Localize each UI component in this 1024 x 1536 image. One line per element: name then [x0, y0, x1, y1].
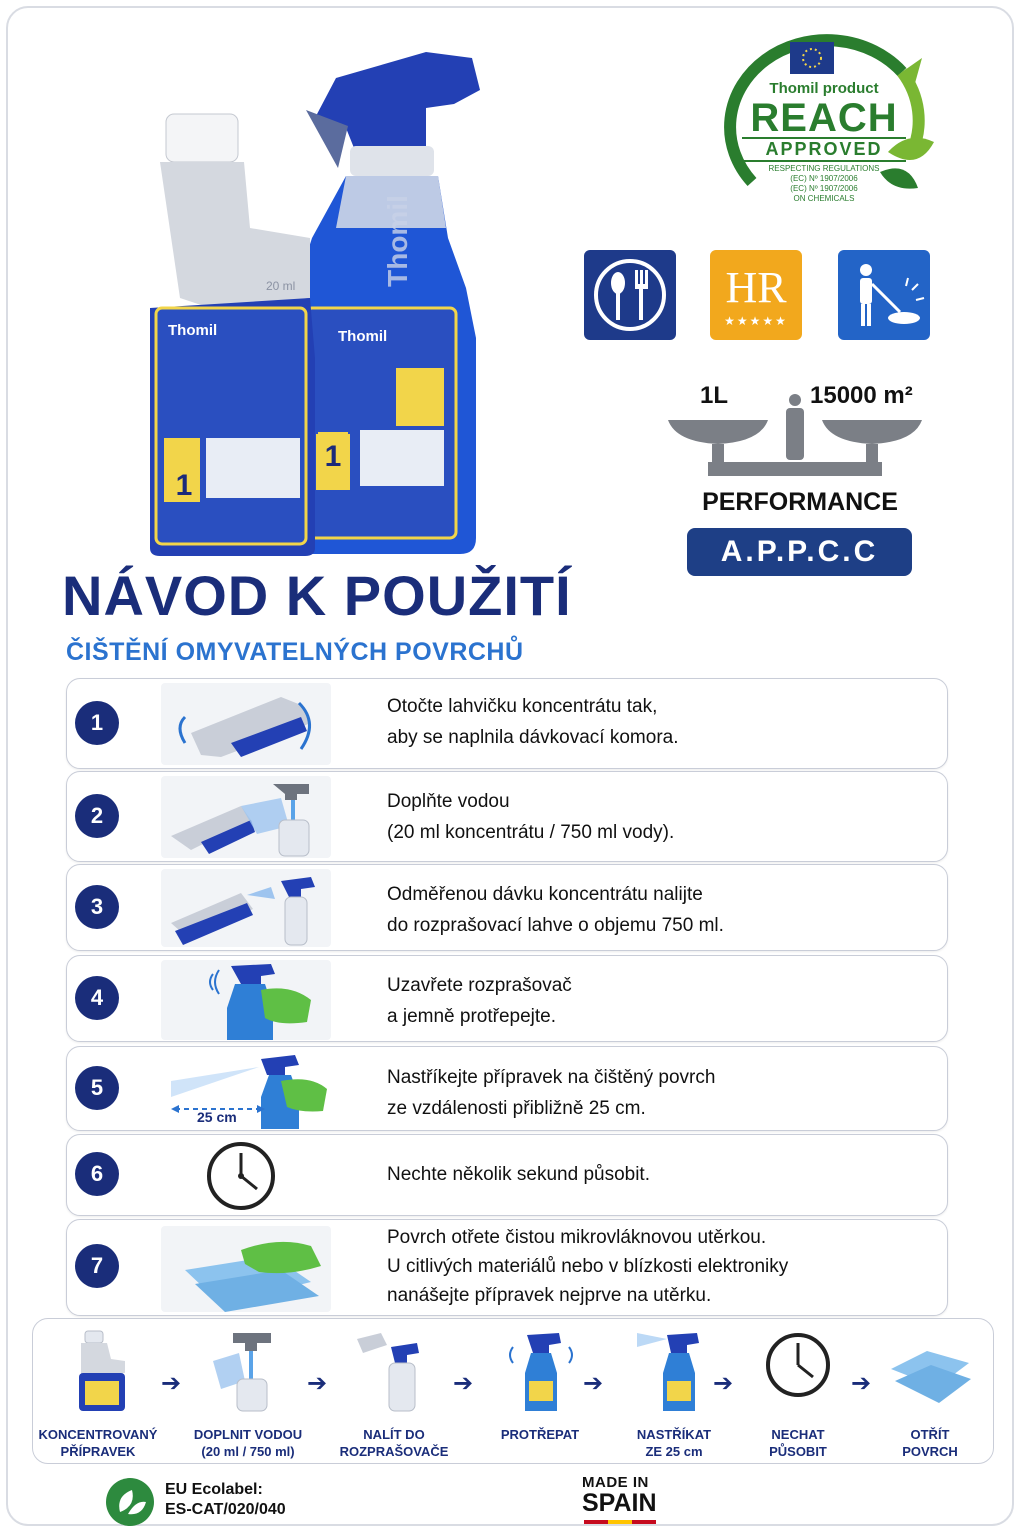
- step-card-7: [66, 1219, 948, 1316]
- scale-icon: [668, 392, 922, 488]
- faucet-icon: [205, 1329, 291, 1413]
- step-number: 7: [75, 1244, 119, 1288]
- step-text: Povrch otřete čistou mikrovláknovou utěrkou. U citlivých materiálů nebo v blízkosti elektroniky nanášejte přípravek nejprve na utěrku.: [387, 1227, 789, 1306]
- step-text: Uzavřete rozprašovač a jemně protřepejte.: [387, 975, 572, 1027]
- wipe-cloth-illustration: [161, 1226, 331, 1312]
- step-number: 6: [75, 1152, 119, 1196]
- arrow-right-icon: ➔: [453, 1370, 474, 1397]
- arrow-right-icon: ➔: [161, 1370, 182, 1397]
- flow-step-wait: [733, 1329, 863, 1460]
- flow-step-add-water: [183, 1329, 313, 1460]
- step-number: 4: [75, 976, 119, 1020]
- step-text: Odměřenou dávku koncentrátu nalijte do rozprašovací lahve o objemu 750 ml.: [387, 884, 724, 936]
- made-in-spain: MADE IN SPAIN: [582, 1474, 657, 1517]
- arrow-right-icon: ➔: [851, 1370, 872, 1397]
- performance-label: PERFORMANCE: [702, 488, 898, 516]
- concentrate-bottle-icon: [55, 1329, 141, 1413]
- flow-caption: OTŘÍT POVRCH: [902, 1427, 958, 1459]
- flow-caption: DOPLNIT VODOU (20 ml / 750 ml): [193, 1427, 303, 1459]
- step-text: Doplňte vodou (20 ml koncentrátu / 750 ml vody).: [387, 791, 675, 843]
- eu-ecolabel-text: EU Ecolabel: ES-CAT/020/040: [165, 1481, 286, 1518]
- dose-volume-label: 20 ml: [266, 279, 296, 293]
- spray-bottle-number: 1: [318, 432, 348, 482]
- flow-caption: KONCENTROVANÝ PŘÍPRAVEK: [38, 1427, 158, 1459]
- dose-brand-label: Thomil: [168, 322, 218, 339]
- clock-icon: [755, 1329, 841, 1413]
- flow-caption: NALÍT DO ROZPRAŠOVAČE: [339, 1427, 449, 1459]
- shake-sprayer-icon: [497, 1329, 583, 1413]
- flow-step-pour: [329, 1329, 459, 1460]
- flow-step-concentrate: [33, 1329, 163, 1460]
- hr-rating-icon: [710, 250, 802, 340]
- reach-regulation-text: RESPECTING REGULATIONS (EC) Nº 1907/2006 (EC) Nº 1907/2006 ON CHEMICALS: [768, 164, 880, 203]
- process-flow: [32, 1318, 994, 1464]
- spain-flag-stripe: [584, 1520, 656, 1524]
- reach-approved-badge: [712, 32, 948, 222]
- step-card-1: [66, 678, 948, 769]
- pour-into-sprayer-icon: [351, 1329, 437, 1413]
- step-card-4: [66, 955, 948, 1042]
- eu-ecolabel-icon: [106, 1478, 154, 1526]
- dose-bottle-number: 1: [175, 469, 193, 502]
- arrow-right-icon: ➔: [583, 1370, 604, 1397]
- flow-caption: PROTŘEPAT: [500, 1427, 580, 1442]
- rotate-bottle-illustration: [161, 683, 331, 765]
- flow-caption: NECHAT PŮSOBIT: [769, 1427, 827, 1459]
- appcc-badge: A.P.P.C.C: [687, 528, 912, 576]
- performance-area: 15000 m²: [810, 382, 913, 409]
- pour-dose-illustration: [161, 869, 331, 947]
- page-subtitle: ČIŠTĚNÍ OMYVATELNÝCH POVRCHŮ: [66, 638, 524, 666]
- step-text: Nechte několik sekund působit.: [387, 1164, 650, 1185]
- step-text: Nastříkejte přípravek na čištěný povrch ze vzdálenosti přibližně 25 cm.: [387, 1067, 716, 1119]
- flow-step-wipe: [865, 1329, 995, 1460]
- clock-icon: [161, 1139, 331, 1213]
- spray-distance-label: 25 cm: [197, 1109, 237, 1125]
- step-number: 1: [75, 701, 119, 745]
- spray-surface-illustration: [161, 1051, 331, 1129]
- performance-volume: 1L: [700, 382, 729, 409]
- hr-label: HR: [725, 263, 787, 312]
- step-card-6: [66, 1134, 948, 1216]
- step-card-3: [66, 864, 948, 951]
- floor-machine-icon: [838, 250, 930, 340]
- step-number: 5: [75, 1066, 119, 1110]
- flow-caption: NASTŘÍKAT ZE 25 cm: [636, 1427, 712, 1459]
- reach-top-line: Thomil product: [769, 80, 879, 97]
- cutlery-icon: [584, 250, 676, 340]
- step-card-5: [66, 1046, 948, 1131]
- page-title: NÁVOD K POUŽITÍ: [62, 564, 572, 627]
- step-number: 2: [75, 794, 119, 838]
- reach-subtitle: APPROVED: [742, 137, 906, 162]
- reach-title: REACH: [750, 96, 898, 140]
- microfiber-cloth-icon: [887, 1329, 973, 1413]
- arrow-right-icon: ➔: [307, 1370, 328, 1397]
- arrow-right-icon: ➔: [713, 1370, 734, 1397]
- hr-stars: ★★★★★: [724, 314, 788, 328]
- step-number: 3: [75, 885, 119, 929]
- spray-brand-label: Thomil: [338, 328, 388, 345]
- spray-vertical-brand: Thomil: [381, 195, 413, 287]
- shake-bottle-illustration: [161, 960, 331, 1040]
- step-text: Otočte lahvičku koncentrátu tak, aby se naplnila dávkovací komora.: [387, 696, 679, 748]
- step-card-2: [66, 771, 948, 862]
- spray-icon: [631, 1329, 717, 1413]
- fill-water-illustration: [161, 776, 331, 858]
